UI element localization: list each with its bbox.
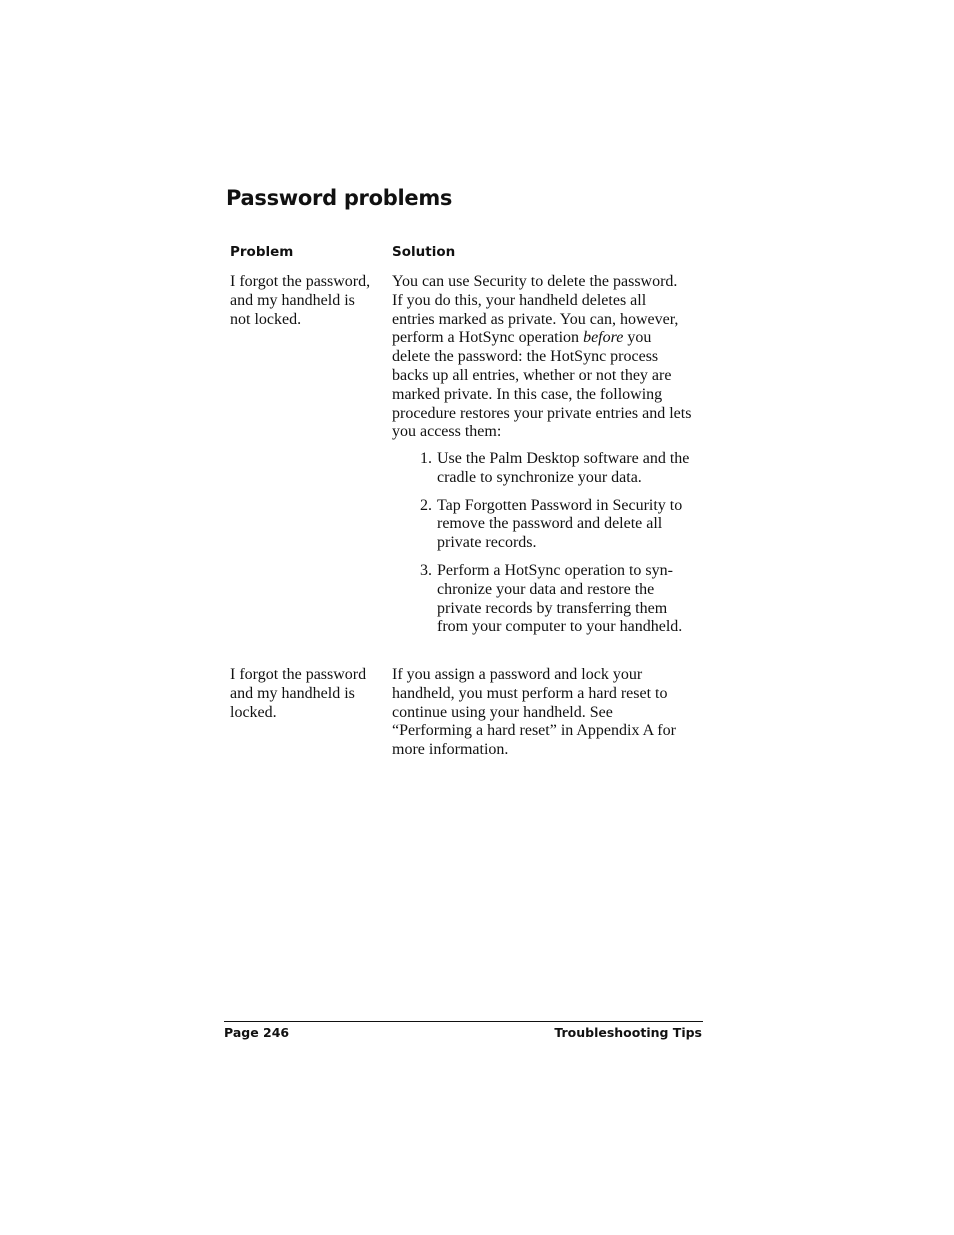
step-item	[392, 562, 692, 637]
footer-page-number: Page 246	[224, 1025, 290, 1040]
step-text: Perform a HotSync operation to syn-chronize your data and restore the private records by transferring them from your computer to your handheld.	[437, 561, 683, 636]
step-number: 2.	[420, 496, 432, 514]
column-header-problem: Problem	[230, 244, 294, 260]
solution-1-emphasis: before	[583, 329, 624, 347]
step-item	[392, 497, 692, 553]
step-text: Use the Palm Desktop software and the cradle to synchronize your data.	[437, 450, 690, 486]
column-header-solution: Solution	[392, 244, 456, 260]
solution-1-text-part-1: You can use Security to delete the password. If you do this, your handheld deletes all entries marked as private. You can, however, perform a HotSync operation	[392, 273, 679, 347]
step-number: 3.	[420, 561, 432, 579]
procedure-steps	[392, 450, 692, 646]
problem-cell-2: I forgot the password and my handheld is locked.	[230, 666, 367, 721]
solution-1-text-part-2: you delete the password: the HotSync process backs up all entries, whether or not they are marked private. In this case, the following procedure restores your private entries and lets you access them:	[392, 329, 692, 441]
solution-cell-2: If you assign a password and lock your handheld, you must perform a hard reset to continue using your handheld. See “Performing a hard reset” in Appendix A for more information.	[392, 666, 676, 759]
solution-cell-1	[392, 273, 692, 442]
step-text: Tap Forgotten Password in Security to remove the password and delete all private records.	[437, 496, 683, 552]
step-item	[392, 450, 692, 488]
footer-section-title: Troubleshooting Tips	[554, 1025, 702, 1040]
problem-cell-1: I forgot the password, and my handheld is not locked.	[230, 273, 371, 328]
step-number: 1.	[420, 450, 432, 467]
page-title: Password problems	[226, 186, 453, 210]
footer-divider	[224, 1021, 703, 1022]
